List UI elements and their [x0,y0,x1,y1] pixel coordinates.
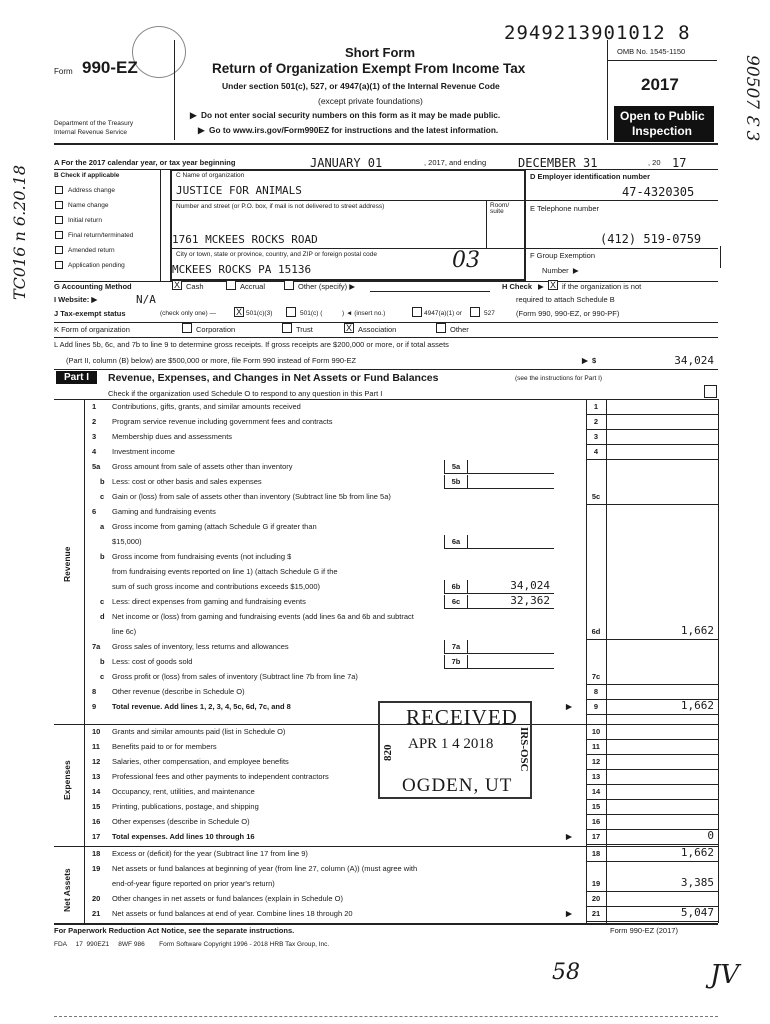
line-number: 6 [92,507,97,516]
line-text: Total expenses. Add lines 10 through 16 [112,832,255,841]
line-amount-field[interactable] [607,445,717,459]
subtitle-2: (except private foundations) [318,96,423,106]
sub-box-label: 6c [451,597,461,606]
row-b-divider [160,169,161,281]
open-public-1: Open to Public [620,109,705,123]
line-number: 11 [92,742,100,751]
line-amount-field[interactable] [607,740,717,754]
line-text: Total revenue. Add lines 1, 2, 3, 4, 5c, 6d, 7c, and 8 [112,702,291,711]
501c3-label: 501(c)(3) [246,310,273,317]
line-column-number: 18 [591,849,601,858]
association-checkbox[interactable]: X [345,323,352,333]
line-amount-field[interactable] [607,415,717,429]
line-number: 12 [92,757,101,766]
footer-codes: FDA 17 990EZ1 8WF 986 Form Software Copyright 1996 - 2018 HRB Tax Group, Inc. [54,941,330,948]
other-method-text: Other (specify) [298,282,348,291]
line-text: Excess or (deficit) for the year (Subtract line 17 from line 9) [112,849,308,858]
sub-amount-field[interactable] [468,535,554,549]
row-l-text-2: (Part II, column (B) below) are $500,000 or more, file Form 990 instead of Form 990-EZ [66,356,357,365]
501c3-checkbox[interactable]: X [235,307,242,317]
line-letter: c [100,597,105,606]
row-h-label: H Check [502,282,533,291]
subtitle: Under section 501(c), 527, or 4947(a)(1) of the Internal Revenue Code [222,81,500,91]
line-column-number: 4 [593,447,599,456]
line-number: 4 [92,447,97,456]
group-number-label: Number [542,266,569,275]
line-letter: b [100,657,105,666]
title-short: Short Form [345,45,416,60]
dept-irs: Internal Revenue Service [54,129,127,136]
cash-label: Cash [186,282,204,291]
line-text: Professional fees and other payments to independent contractors [112,772,329,781]
line-letter: c [100,672,105,681]
line-number: 8 [92,687,97,696]
group-label-2: Number ▶ [542,266,579,275]
sub-box-label: 6a [451,537,461,546]
row-k-rule [54,337,718,338]
other-org-checkbox[interactable] [436,323,446,333]
side-label-divider [84,399,85,923]
row-l-dollar: $ [591,356,597,365]
line-column-number: 7c [591,672,601,681]
line-number: 7a [92,642,101,651]
accrual-checkbox[interactable] [226,280,236,290]
handwritten-58: 58 [552,960,580,985]
line-text: Other changes in net assets or fund balances (explain in Schedule O) [112,894,343,903]
line-column-number: 1 [593,402,599,411]
row-b-item-label: Application pending [68,262,125,269]
line-text: Less: direct expenses from gaming and fundraising events [112,597,306,606]
website-value: N/A [136,293,156,306]
line-amount-field[interactable] [607,430,717,444]
line-letter: a [100,522,105,531]
room-label: Room/ suite [490,202,510,215]
line-text: Gross profit or (loss) from sales of inventory (Subtract line 7b from line 7a) [112,672,358,681]
sub-box-label: 7b [451,657,461,666]
line-text: Gain or (loss) from sale of assets other than inventory (Subtract line 5b from line 5a) [112,492,391,501]
open-public-2: Inspection [632,124,693,138]
tax-year-end-yr: 17 [672,156,687,170]
warning-url: ▶ Go to www.irs.gov/Form990EZ for instructions and the latest information. [198,125,499,135]
row-l-text-1: L Add lines 5b, 6c, and 7b to line 9 to determine gross receipts. If gross receipts are $200,000 or more, or if total assets [54,340,449,349]
org-name-rule [170,200,526,201]
line-column-number: 9 [593,702,599,711]
trust-checkbox[interactable] [282,323,292,333]
barcode-number: 2949213901012 8 [504,22,691,44]
row-b-checkbox[interactable] [55,261,63,269]
city-label: City or town, state or province, country, and ZIP or foreign postal code [176,251,377,258]
line-number: 19 [92,864,101,873]
line-amount-field[interactable] [607,490,717,504]
line-amount-field[interactable] [607,725,717,739]
other-method-checkbox[interactable] [284,280,294,290]
line-text: Membership dues and assessments [112,432,233,441]
title-main: Return of Organization Exempt From Income Tax [212,61,526,76]
margin-note-right: 90507 Ɛ 3 [742,55,762,142]
part-1-title-note: (see the instructions for Part I) [515,375,603,382]
line-column-number: 15 [591,802,601,811]
row-b-checkbox[interactable] [55,246,63,254]
line-text: Other revenue (describe in Schedule O) [112,687,245,696]
line-number: 18 [92,849,101,858]
warning-ssn-text: Do not enter social security numbers on this form as it may be made public. [201,110,501,120]
row-h-arrow: ▶ [538,282,544,291]
line-text: Salaries, other compensation, and employee benefits [112,757,289,766]
4947-checkbox[interactable] [412,307,422,317]
line-column-number: 10 [591,727,601,736]
line-column-number: 19 [591,879,601,888]
line-text: Net assets or fund balances at end of year. Combine lines 18 through 20 [112,909,353,918]
line-text: $15,000) [112,537,142,546]
527-label: 527 [484,310,495,317]
row-b-checkbox[interactable] [55,201,63,209]
row-b-title: B Check if applicable [54,172,120,179]
stamp-side-right: IRS-OSC [518,727,530,772]
line-column-number: 17 [591,832,601,841]
line-column-number: 14 [591,787,601,796]
line-column-number: 2 [593,417,599,426]
line-text: Net income or (loss) from gaming and fundraising events (add lines 6a and 6b and subtract [112,612,414,621]
line-text: Benefits paid to or for members [112,742,217,751]
accrual-label: Accrual [240,282,266,291]
line-text: end-of-year figure reported on prior year's return) [112,879,275,888]
warning-ssn: ▶ Do not enter social security numbers on this form as it may be made public. [190,110,501,120]
line-number: 20 [92,894,101,903]
line-column-number: 3 [593,432,599,441]
line-amount-value: 1,662 [680,846,714,859]
row-h-text-2: required to attach Schedule B [516,295,615,304]
tel-value: (412) 519-0759 [600,232,702,246]
line-amount-value: 3,385 [680,876,714,889]
tax-year: 2017 [641,75,679,94]
line-letter: d [100,612,105,621]
association-label: Association [358,325,397,334]
street-address: 1761 MCKEES ROCKS ROAD [172,233,318,246]
part-1-bottom-rule [54,923,718,925]
irs-seal-icon [132,26,186,78]
stamp-received: RECEIVED [406,705,518,729]
line-amount-field[interactable] [607,400,717,414]
omb-divider [607,60,717,61]
row-b-item-label: Final return/terminated [68,232,134,239]
line-column-number: 13 [591,772,601,781]
sub-amount-field[interactable] [468,655,554,669]
line-number: 2 [92,417,97,426]
received-stamp [378,701,532,799]
line-amount-value: 1,662 [680,624,714,637]
org-form-label: K Form of organization [54,325,130,334]
line-column-number: 20 [591,894,601,903]
stamp-date: APR 1 4 2018 [408,736,494,752]
line-number: 10 [92,727,101,736]
line-text: Other expenses (describe in Schedule O) [112,817,250,826]
501c-insert-label: ) ◄ (insert no.) [342,310,386,317]
total-arrow: ▶ [566,832,572,841]
tax-year-end: DECEMBER 31 [518,156,598,170]
dept-treasury: Department of the Treasury [54,120,134,127]
side-label-expenses: Expenses [62,760,72,800]
omb-number: OMB No. 1545-1150 [617,47,686,56]
line-text: from fundraising events reported on line 1) (attach Schedule G if the [112,567,338,576]
line-text: Gross amount from sale of assets other than inventory [112,462,293,471]
margin-note-left: TC016 n 6.20.18 [10,165,29,300]
side-label-revenue: Revenue [62,546,72,582]
sub-amount-field[interactable] [468,475,554,489]
line-amount-field[interactable] [607,685,717,699]
trust-label: Trust [296,325,313,334]
line-text: Less: cost of goods sold [112,657,193,666]
line-number: 9 [92,702,97,711]
row-b-checkbox[interactable] [55,186,63,194]
sub-amount-value: 34,024 [510,579,550,592]
line-amount-field[interactable] [607,892,717,906]
line-column-number: 12 [591,757,601,766]
other-org-label: Other [450,325,469,334]
line-amount-field[interactable] [607,670,717,684]
room-divider [486,200,487,248]
line-column-number: 6d [591,627,601,636]
line-column-number: 16 [591,817,601,826]
header-divider-left [174,40,175,140]
corporation-checkbox[interactable] [182,323,192,333]
schedule-o-checkbox[interactable] [704,385,717,398]
line-amount-value: 5,047 [680,906,714,919]
line-text: Contributions, gifts, grants, and similar amounts received [112,402,301,411]
row-h-text-1: if the organization is not [562,282,642,291]
line-number: 14 [92,787,101,796]
city-state-zip: MCKEES ROCKS PA 15136 [172,263,312,276]
row-b-item-label: Initial return [68,217,102,224]
sub-box-label: 6b [451,582,461,591]
ein-rule [526,200,718,201]
527-checkbox[interactable] [470,307,480,317]
tel-label: E Telephone number [530,204,600,213]
line-letter: c [100,492,105,501]
line-text: Net assets or fund balances at beginning of year (from line 27, column (A)) (must agree with [112,864,418,873]
form-name: 990-EZ [82,58,138,77]
expense-net-divider [54,846,718,847]
other-method-line [370,291,490,292]
tel-rule [526,248,718,249]
sub-box-label: 5b [451,477,461,486]
handwritten-initials: JV [710,960,740,990]
line-text: Program service revenue including government fees and contracts [112,417,333,426]
sub-amount-value: 32,362 [510,594,550,607]
row-b-checkbox[interactable] [55,216,63,224]
line-amount-value: 0 [707,829,714,842]
line-amount-value: 1,662 [680,699,714,712]
line-amount-field[interactable] [607,815,717,829]
total-arrow: ▶ [566,909,572,918]
schedule-o-check-text: Check if the organization used Schedule O to respond to any question in this Part I [108,389,383,398]
line-number-column-left [586,399,587,923]
tax-exempt-label: J Tax-exempt status [54,309,126,318]
row-h-text-3: (Form 990, 990-EZ, or 990-PF) [516,309,620,318]
4947-label: 4947(a)(1) or [424,310,462,317]
line-number: 16 [92,817,101,826]
sub-box-label: 5a [451,462,461,471]
row-l-rule [54,369,718,370]
line-text: line 6c) [112,627,137,636]
group-divider [720,246,721,268]
footer-form-ref: Form 990-EZ (2017) [610,926,678,935]
tax-year-begin: JANUARY 01 [310,156,383,170]
part-1-tag: Part I [56,371,97,384]
ein-value: 47-4320305 [622,185,695,199]
line-letter: b [100,552,105,561]
line-text: Occupancy, rent, utilities, and maintenance [112,787,255,796]
sub-amount-field[interactable] [468,640,554,654]
website-label-text: I Website: [54,295,90,304]
header-divider-right [607,40,608,140]
line-text: Gaming and fundraising events [112,507,216,516]
line-column-number: 11 [592,742,600,751]
line-text: Investment income [112,447,175,456]
line-column-number: 5c [591,492,601,501]
line-letter: b [100,477,105,486]
other-method-label: Other (specify) ▶ [298,282,356,291]
part-1-title: Revenue, Expenses, and Changes in Net Assets or Fund Balances [108,372,439,384]
line-text: Gross sales of inventory, less returns and allowances [112,642,289,651]
line-number: 17 [92,832,101,841]
stamp-side-left: 820 [382,744,394,761]
line-text: Gross income from gaming (attach Schedule G if greater than [112,522,317,531]
row-l-arrow: ▶ $ [582,356,597,365]
total-arrow: ▶ [566,702,572,711]
accounting-label: G Accounting Method [54,282,132,291]
line-text: Less: cost or other basis and sales expenses [112,477,262,486]
line-number: 21 [92,909,101,918]
scan-bottom-dashes [54,1016,718,1017]
501c-label: 501(c) ( [300,310,323,317]
row-j-rule [54,322,718,323]
side-label-net-assets: Net Assets [62,868,72,912]
line-amount-field[interactable] [607,755,717,769]
row-b-item-label: Name change [68,202,109,209]
row-a-label: A For the 2017 calendar year, or tax year beginning [54,158,236,167]
handwritten-03: 03 [452,248,480,273]
corporation-label: Corporation [196,325,236,334]
cash-checkbox[interactable]: X [173,280,180,290]
header-bottom-rule [54,143,718,145]
group-label: F Group Exemption [530,251,596,260]
schedule-b-checkbox[interactable]: X [549,280,556,290]
sub-box-label: 7a [451,642,461,651]
line-number: 15 [92,802,101,811]
line-text: Gross income from fundraising events (not including $ [112,552,292,561]
line-text: sum of such gross income and contributions exceeds $15,000) [112,582,321,591]
ein-label: D Employer identification number [530,172,651,181]
row-b-checkbox[interactable] [55,231,63,239]
street-label: Number and street (or P.O. box, if mail is not delivered to street address) [176,203,385,210]
warning-url-text: Go to www.irs.gov/Form990EZ for instructions and the latest information. [209,125,499,135]
org-name-label: C Name of organization [176,172,245,179]
line-number: 3 [92,432,97,441]
line-text: Printing, publications, postage, and shipping [112,802,259,811]
line-column-number: 8 [593,687,599,696]
501c-checkbox[interactable] [286,307,296,317]
line-number: 5a [92,462,101,471]
line-amount-field[interactable] [607,785,717,799]
row-a-mid: , 2017, and ending [424,158,487,167]
sub-amount-field[interactable] [468,460,554,474]
line-number: 1 [92,402,97,411]
footer-notice: For Paperwork Reduction Act Notice, see the separate instructions. [54,926,295,935]
tax-exempt-note: (check only one) — [160,310,216,317]
line-number-column-right [606,399,607,923]
row-a-yr-label: , 20 [648,158,661,167]
website-label: I Website: ▶ [54,295,98,304]
org-name: JUSTICE FOR ANIMALS [176,184,302,197]
amount-column-right [718,399,719,923]
form-label: Form [54,67,73,76]
row-b-item-label: Amended return [68,247,115,254]
row-b-item-label: Address change [68,187,115,194]
line-number: 13 [92,772,101,781]
line-text: Grants and similar amounts paid (list in Schedule O) [112,727,286,736]
line-amount-field[interactable] [607,770,717,784]
gross-receipts-value: 34,024 [674,354,714,367]
line-column-number: 21 [591,909,601,918]
stamp-city: OGDEN, UT [402,775,513,796]
line-amount-field[interactable] [607,800,717,814]
